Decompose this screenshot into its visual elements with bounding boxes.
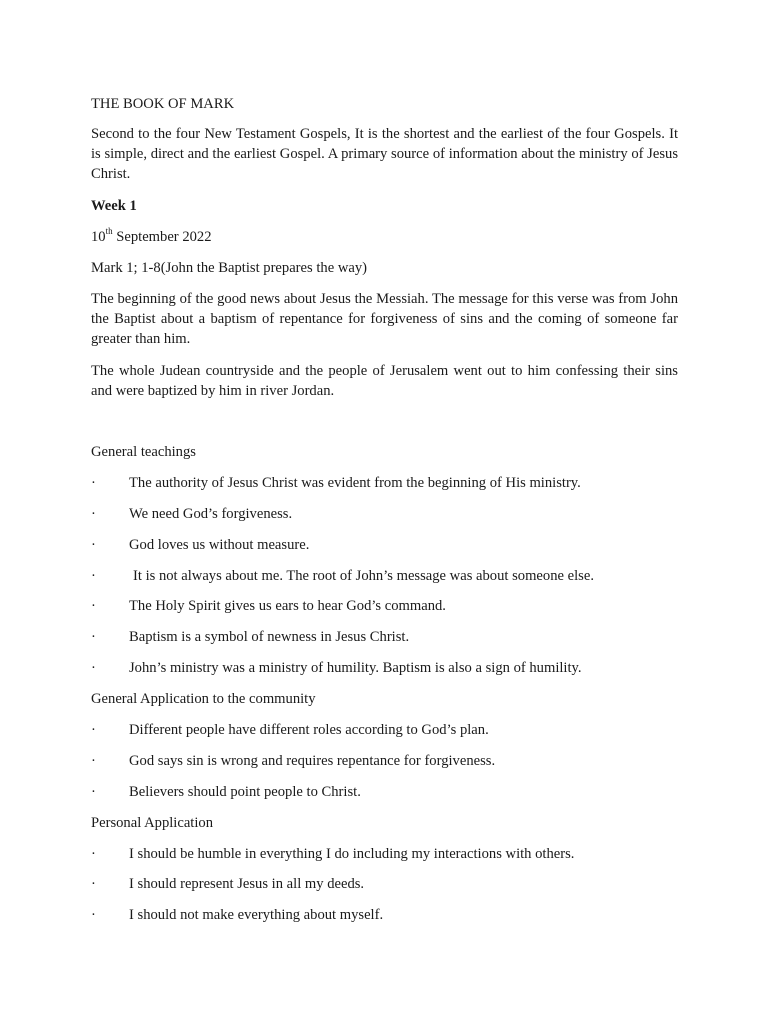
list-item bbox=[91, 751, 691, 771]
document-title: THE BOOK OF MARK bbox=[91, 96, 235, 112]
bullet-dot: · bbox=[91, 506, 96, 522]
bullet-dot: · bbox=[91, 753, 96, 769]
bullet-dot: · bbox=[91, 629, 96, 645]
week-heading: Week 1 bbox=[91, 198, 137, 214]
bullet-dot: · bbox=[91, 722, 96, 738]
bullet-dot: · bbox=[91, 907, 96, 923]
list-item-text: We need God’s forgiveness. bbox=[129, 506, 293, 522]
list-item bbox=[91, 535, 691, 555]
date-day: 10 bbox=[91, 229, 106, 245]
bullet-dot: · bbox=[91, 598, 96, 614]
list-item-text: I should represent Jesus in all my deeds. bbox=[129, 876, 365, 892]
date-line bbox=[91, 227, 678, 247]
list-item-text: Believers should point people to Christ. bbox=[129, 784, 361, 800]
list-item bbox=[91, 504, 691, 524]
list-item bbox=[91, 844, 691, 864]
list-item bbox=[91, 627, 691, 647]
intro-paragraph: Second to the four New Testament Gospels, It is the shortest and the earliest of the four Gospels. It is simple, direct and the earliest Gospel. A primary source of information about the ministry of Jesus Christ. bbox=[91, 126, 678, 182]
list-item bbox=[91, 720, 691, 740]
general-teachings-heading: General teachings bbox=[91, 444, 196, 460]
body-paragraph-1: The beginning of the good news about Jesus the Messiah. The message for this verse was from John the Baptist about a baptism of repentance for forgiveness of sins and the coming of someone far greater than him. bbox=[91, 291, 678, 347]
list-item bbox=[91, 473, 691, 493]
date-rest: September 2022 bbox=[112, 229, 212, 245]
body-paragraph-2: The whole Judean countryside and the people of Jerusalem went out to him confessing their sins and were baptized by him in river Jordan. bbox=[91, 363, 678, 399]
bullet-dot: · bbox=[91, 660, 96, 676]
list-item-text: The authority of Jesus Christ was evident from the beginning of His ministry. bbox=[129, 475, 581, 491]
bullet-dot: · bbox=[91, 475, 96, 491]
list-item bbox=[91, 566, 691, 586]
list-item bbox=[91, 658, 691, 678]
passage-reference: Mark 1; 1-8(John the Baptist prepares the way) bbox=[91, 260, 367, 276]
bullet-dot: · bbox=[91, 784, 96, 800]
list-item-text: God says sin is wrong and requires repentance for forgiveness. bbox=[129, 753, 496, 769]
list-item-text: Different people have different roles according to God’s plan. bbox=[129, 722, 489, 738]
list-item-text: John’s ministry was a ministry of humility. Baptism is also a sign of humility. bbox=[129, 660, 582, 676]
list-item bbox=[91, 874, 691, 894]
bullet-dot: · bbox=[91, 846, 96, 862]
list-item bbox=[91, 905, 691, 925]
date-suffix: th bbox=[105, 226, 113, 237]
bullet-dot: · bbox=[91, 568, 96, 584]
list-item-text: Baptism is a symbol of newness in Jesus Christ. bbox=[129, 629, 410, 645]
list-item-text: I should be humble in everything I do including my interactions with others. bbox=[129, 846, 575, 862]
personal-application-heading: Personal Application bbox=[91, 815, 214, 831]
list-item-text: The Holy Spirit gives us ears to hear God’s command. bbox=[129, 598, 446, 614]
list-item-text: I should not make everything about myself. bbox=[129, 907, 384, 923]
list-item-text: It is not always about me. The root of John’s message was about someone else. bbox=[133, 568, 594, 584]
list-item-text: God loves us without measure. bbox=[129, 537, 310, 553]
list-item bbox=[91, 782, 691, 802]
community-application-heading: General Application to the community bbox=[91, 691, 316, 707]
bullet-dot: · bbox=[91, 537, 96, 553]
bullet-dot: · bbox=[91, 876, 96, 892]
list-item bbox=[91, 596, 691, 616]
